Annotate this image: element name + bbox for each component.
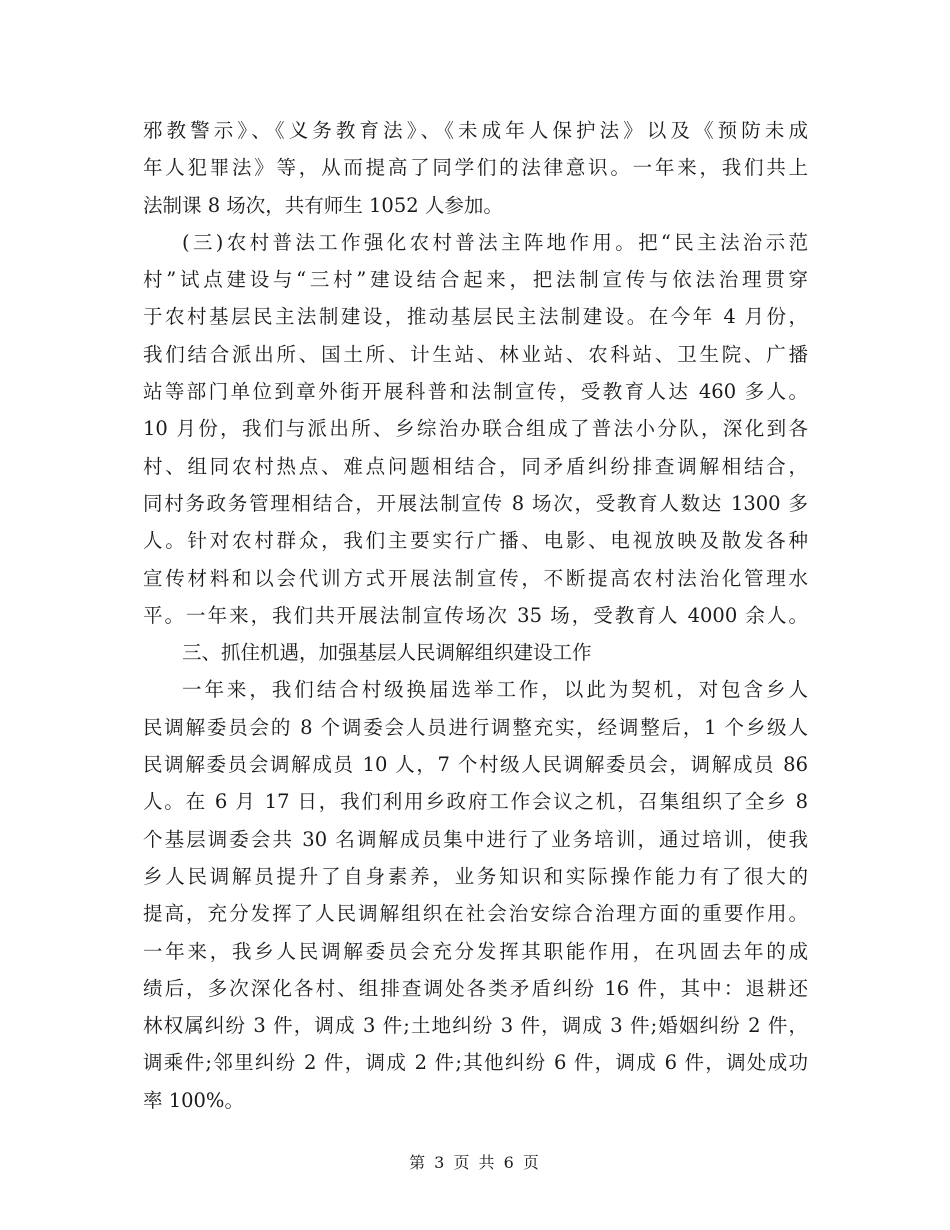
text-line: 一年来，我乡人民调解委员会充分发挥其职能作用，在巩固去年的成 <box>143 939 808 963</box>
text-line: 村”试点建设与“三村”建设结合起来，把法制宣传与依法治理贯穿 <box>143 268 808 292</box>
text-line: 人。针对农村群众，我们主要实行广播、电影、电视放映及散发各种 <box>143 529 808 553</box>
section-heading: 三、抓住机遇，加强基层人民调解组织建设工作 <box>182 641 592 665</box>
text-line: 乡人民调解员提升了自身素养，业务知识和实际操作能力有了很大的 <box>143 864 808 888</box>
text-line: 邪教警示》、《义务教育法》、《未成年人保护法》以及《预防未成 <box>143 119 808 142</box>
text-line: 宣传材料和以会代训方式开展法制宣传，不断提高农村法治化管理水 <box>143 566 808 590</box>
text-line: 人。在 6 月 17 日，我们利用乡政府工作会议之机，召集组织了全乡 8 <box>143 790 808 814</box>
text-line: 民调解委员会调解成员 10 人，7 个村级人民调解委员会，调解成员 86 <box>143 753 808 777</box>
text-line: 法制课 8 场次，共有师生 1052 人参加。 <box>143 193 503 217</box>
text-line: 民调解委员会的 8 个调委会人员进行调整充实，经调整后，1 个乡级人 <box>143 715 808 739</box>
text-line: 村、组同农村热点、难点问题相结合，同矛盾纠纷排查调解相结合， <box>143 454 808 478</box>
text-line: 率 100%。 <box>143 1088 244 1112</box>
text-line: 同村务政务管理相结合，开展法制宣传 8 场次，受教育人数达 1300 多 <box>143 491 808 515</box>
text-line: 年人犯罪法》等，从而提高了同学们的法律意识。一年来，我们共上 <box>143 156 808 180</box>
body-text <box>143 112 808 1119</box>
text-line: 10 月份，我们与派出所、乡综治办联合组成了普法小分队，深化到各 <box>143 417 808 441</box>
text-line: 提高，充分发挥了人民调解组织在社会治安综合治理方面的重要作用。 <box>143 902 808 926</box>
page-number-footer: 第 3 页 共 6 页 <box>409 1153 541 1172</box>
paragraph-start-line: 一年来，我们结合村级换届选举工作，以此为契机，对包含乡人 <box>182 678 808 702</box>
text-line: 站等部门单位到章外街开展科普和法制宣传，受教育人达 460 多人。 <box>143 380 808 404</box>
text-line: 平。一年来，我们共开展法制宣传场次 35 场，受教育人 4000 余人。 <box>143 603 808 627</box>
text-line: 于农村基层民主法制建设，推动基层民主法制建设。在今年 4 月份， <box>143 305 808 329</box>
text-line: 个基层调委会共 30 名调解成员集中进行了业务培训，通过培训，使我 <box>143 827 808 851</box>
text-line: 林权属纠纷 3 件，调成 3 件;土地纠纷 3 件，调成 3 件;婚姻纠纷 2 件， <box>143 1014 808 1038</box>
text-line: 绩后，多次深化各村、组排查调处各类矛盾纠纷 16 件，其中：退耕还 <box>143 976 808 1000</box>
text-line: 我们结合派出所、国土所、计生站、林业站、农科站、卫生院、广播 <box>143 342 808 366</box>
paragraph-start-line: (三)农村普法工作强化农村普法主阵地作用。把“民主法治示范 <box>182 230 808 254</box>
text-line: 调乘件;邻里纠纷 2 件，调成 2 件;其他纠纷 6 件，调成 6 件，调处成功 <box>143 1051 808 1075</box>
